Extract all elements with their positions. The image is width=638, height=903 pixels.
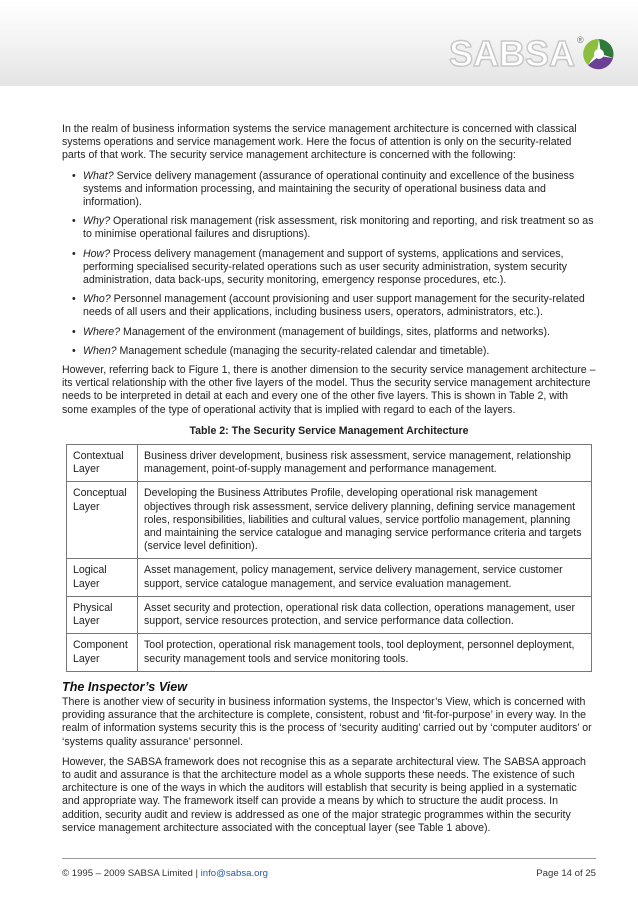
layer-cell: Contextual Layer: [67, 445, 138, 482]
bullet-icon: •: [72, 325, 76, 338]
intro-paragraph: In the realm of business information systems the service management architecture is concerned with classical systems operations and service management work. Here the focus of attention is only on the security-related parts of that work. The security service management architecture is concerned with the following:: [62, 123, 577, 162]
inspector-view-paragraph: There is another view of security in business information systems, the Inspector’s View, which is concerned with providing assurance that the architecture is complete, consistent, robust and ‘fit-for-purpose’ in every way. In the realm of information systems security this is the process of ‘security auditing’ carried out by ‘computer auditors’ or ‘systems quality assurance’ personnel.: [62, 695, 592, 748]
architecture-table: [66, 444, 592, 672]
layer-cell: Logical Layer: [67, 559, 138, 596]
copyright-text: © 1995 – 2009 SABSA Limited |: [62, 868, 201, 879]
logo-text: SABSA: [449, 33, 576, 74]
table-row: [67, 559, 592, 596]
document-body: [62, 123, 596, 842]
description-cell: Asset security and protection, operational risk data collection, operations management, user support, service resources protection, and service performance data collection.: [138, 596, 592, 633]
table-row: [67, 445, 592, 482]
registered-mark: ®: [577, 35, 584, 45]
list-item: • Where? Management of the environment (management of buildings, sites, platforms and networks).: [72, 325, 550, 338]
bullet-icon: •: [72, 344, 76, 357]
list-item: • Why? Operational risk management (risk assessment, risk monitoring and reporting, and risk treatment so as to minimise operational failures and disruptions).: [72, 215, 594, 241]
sabsa-logo: [447, 30, 617, 80]
layer-cell: Conceptual Layer: [67, 482, 138, 559]
audit-approach-paragraph: However, the SABSA framework does not recognise this as a separate architectural view. The SABSA approach to audit and assurance is that the architecture model as a whole supports these needs. The existence of such architecture is one of the ways in which the auditors will establish that security is being applied in a systematic and appropriate way. The framework itself can provide a means by which to structure the audit process. In addition, security audit and review is addressed as one of the major strategic programmes within the security service management architecture associated with the conceptual layer (see Table 1 above).: [62, 755, 586, 834]
table-row: [67, 596, 592, 633]
list-item: • Who? Personnel management (account provisioning and user support management for the security-related needs of all users and their applications, including business users, operators, administrators, etc.).: [72, 293, 585, 319]
description-cell: Asset management, policy management, service delivery management, service customer support, service catalogue management, and service evaluation management.: [138, 559, 592, 596]
figure-reference-paragraph: However, referring back to Figure 1, there is another dimension to the security service management architecture – its vertical relationship with the other five layers of the model. Thus the security service management architecture needs to be interpreted in detail at each and every one of the other five layers. This is shown in Table 2, with some examples of the type of operational activity that is implied with regard to each of the layers.: [62, 364, 596, 416]
list-item: • What? Service delivery management (assurance of operational continuity and excellence of the business systems and information processing, and maintaining the security of operational business data and information).: [72, 169, 575, 209]
bullet-icon: •: [72, 293, 76, 306]
table-row: [67, 634, 592, 671]
table-row: [67, 482, 592, 559]
description-cell: Tool protection, operational risk management tools, tool deployment, personnel deployment, security management tools and service monitoring tools.: [138, 634, 592, 671]
bullet-icon: •: [72, 169, 76, 182]
sabsa-swirl-icon: [583, 39, 614, 69]
description-cell: Developing the Business Attributes Profile, developing operational risk management objectives through risk assessment, service delivery planning, defining service management roles, responsibilities, liabilities and cultural values, service portfolio management, planning and maintaining the service catalogue and managing service performance criteria and targets (service level definition).: [138, 482, 592, 559]
footer-divider: [62, 858, 596, 859]
layer-cell: Physical Layer: [67, 596, 138, 633]
email-link[interactable]: info@sabsa.org: [200, 868, 268, 879]
list-item: • When? Management schedule (managing the security-related calendar and timetable).: [72, 344, 490, 357]
list-item: • How? Process delivery management (management and support of systems, applications and services, performing specialised security-related operations such as user security administration, system security administration, data back-ups, security monitoring, emergency response procedures, etc.).: [72, 247, 567, 287]
concern-list: [62, 170, 596, 358]
page-number: Page 14 of 25: [536, 868, 596, 879]
layer-cell: Component Layer: [67, 634, 138, 671]
bullet-icon: •: [72, 247, 76, 260]
table-caption: Table 2: The Security Service Management Architecture: [189, 424, 469, 437]
description-cell: Business driver development, business risk assessment, service management, relationship management, point-of-supply management and performance management.: [138, 445, 592, 482]
bullet-icon: •: [72, 215, 76, 228]
section-heading: The Inspector’s View: [62, 679, 188, 694]
page-footer: [62, 868, 596, 879]
